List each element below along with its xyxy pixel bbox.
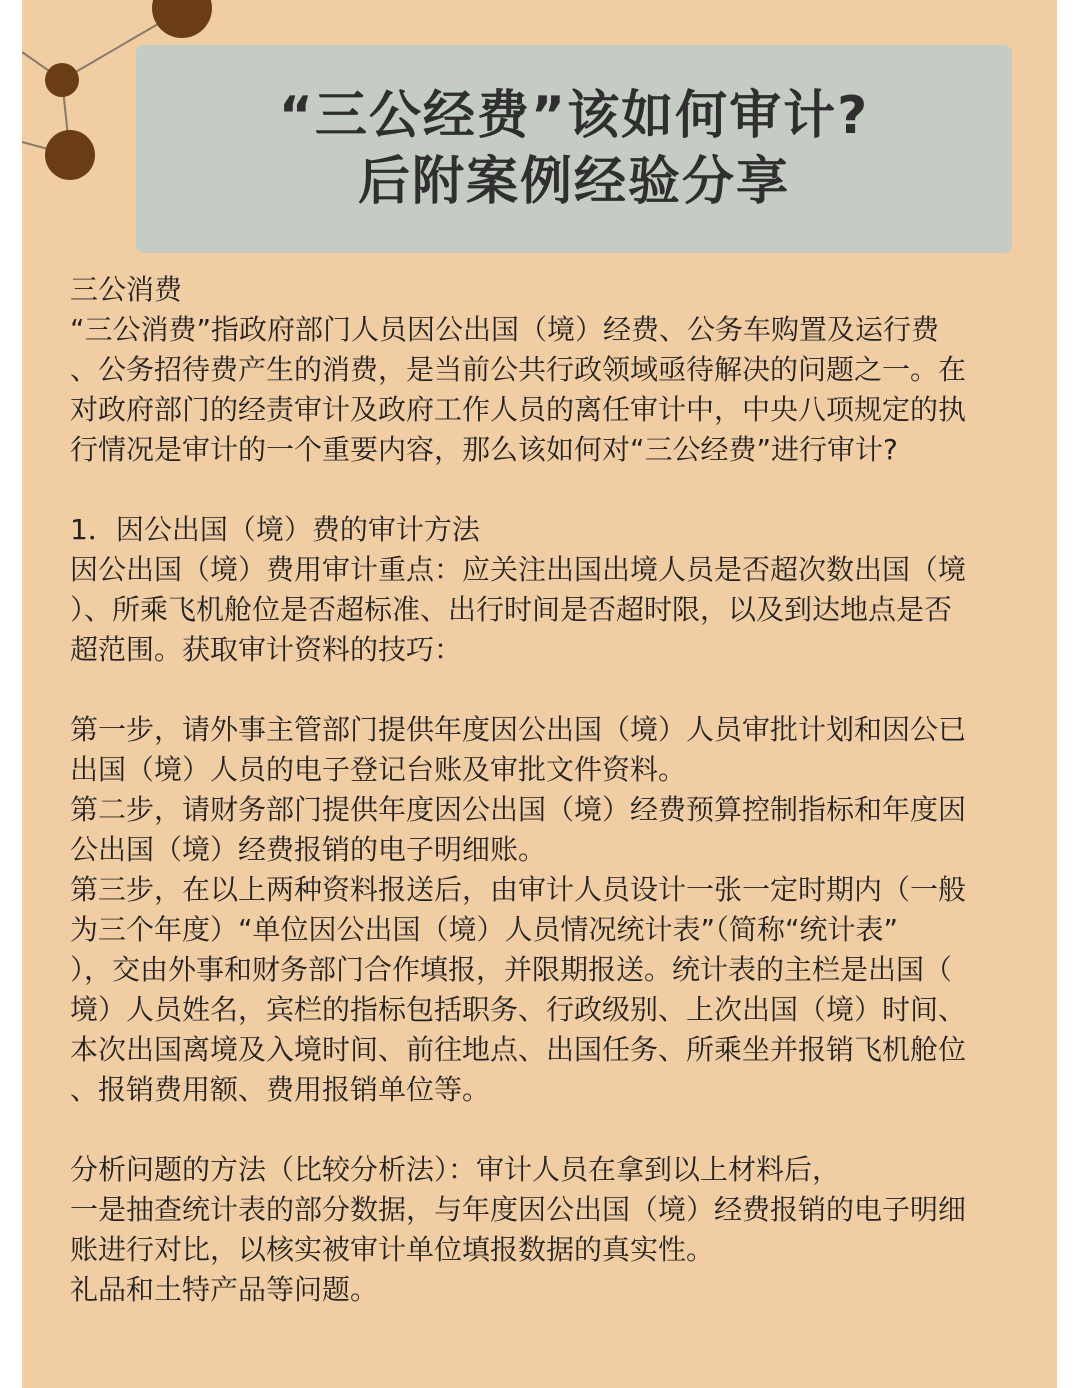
- section-1-focus-line: 超范围。获取审计资料的技巧：: [70, 633, 463, 666]
- step-1-line: 第一步，请外事主管部门提供年度因公出国（境）人员审批计划和因公已: [70, 713, 967, 746]
- step-3-line: 为三个年度）“单位因公出国（境）人员情况统计表”（简称“统计表”: [70, 913, 899, 946]
- step-3-line: 境）人员姓名，宾栏的指标包括职务、行政级别、上次出国（境）时间、: [70, 993, 967, 1026]
- intro-line: 、公务招待费产生的消费，是当前公共行政领域亟待解决的问题之一。在: [70, 353, 967, 386]
- intro-line: 对政府部门的经责审计及政府工作人员的离任审计中，中央八项规定的执: [70, 393, 967, 426]
- section-1-focus-line: 因公出国（境）费用审计重点：应关注出国出境人员是否超次数出国（境: [70, 553, 967, 586]
- spacer: [70, 470, 1055, 510]
- document-page: [22, 0, 1057, 1388]
- step-3-line: 本次出国离境及入境时间、前往地点、出国任务、所乘坐并报销飞机舱位: [70, 1033, 967, 1066]
- section-heading: 三公消费: [70, 273, 183, 306]
- section-1-focus-line: ）、所乘飞机舱位是否超标准、出行时间是否超时限，以及到达地点是否: [70, 593, 953, 626]
- title-banner: [136, 45, 1012, 253]
- article-body: [70, 270, 1055, 1310]
- spacer: [70, 670, 1055, 710]
- analysis-line: 分析问题的方法（比较分析法）：审计人员在拿到以上材料后，: [70, 1153, 841, 1186]
- step-3-line: 第三步，在以上两种资料报送后，由审计人员设计一张一定时期内（一般: [70, 873, 967, 906]
- intro-line: 行情况是审计的一个重要内容，那么该如何对“三公经费”进行审计?: [70, 433, 898, 466]
- intro-line: “三公消费”指政府部门人员因公出国（境）经费、公务车购置及运行费: [70, 313, 940, 346]
- section-1-title: 1．因公出国（境）费的审计方法: [70, 513, 480, 546]
- spacer: [70, 1110, 1055, 1150]
- analysis-line: 账进行对比，以核实被审计单位填报数据的真实性。: [70, 1233, 715, 1266]
- step-2-line: 公出国（境）经费报销的电子明细账。: [70, 833, 547, 866]
- analysis-line: 礼品和土特产品等问题。: [70, 1273, 379, 1306]
- page-title-line-2: 后附案例经验分享: [357, 152, 790, 212]
- step-1-line: 出国（境）人员的电子登记台账及审批文件资料。: [70, 753, 687, 786]
- step-2-line: 第二步，请财务部门提供年度因公出国（境）经费预算控制指标和年度因: [70, 793, 967, 826]
- page-title-line-1: “三公经费”该如何审计?: [278, 86, 870, 146]
- analysis-line: 一是抽查统计表的部分数据，与年度因公出国（境）经费报销的电子明细: [70, 1193, 967, 1226]
- step-3-line: 、报销费用额、费用报销单位等。: [70, 1073, 491, 1106]
- step-3-line: ），交由外事和财务部门合作填报，并限期报送。统计表的主栏是出国（: [70, 953, 953, 986]
